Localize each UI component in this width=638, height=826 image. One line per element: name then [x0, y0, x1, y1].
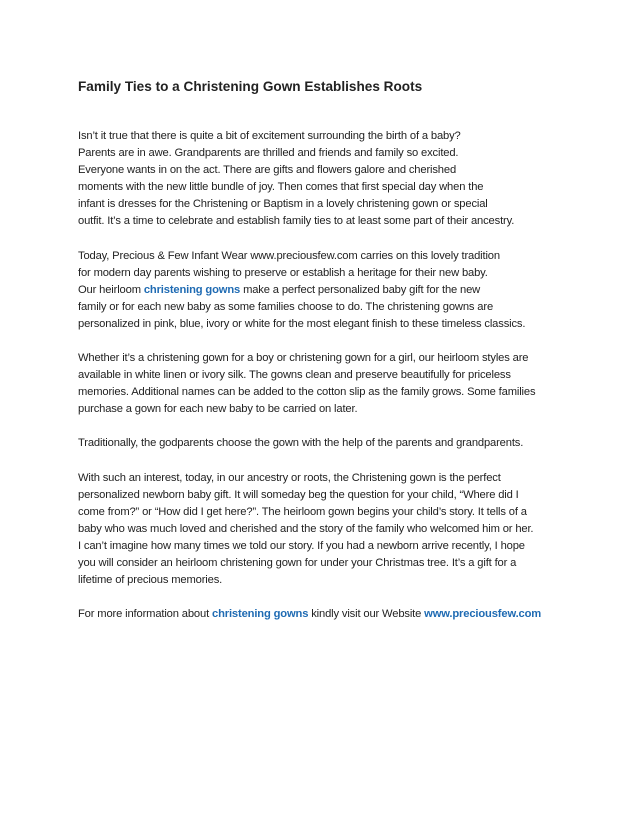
- text-line: With such an interest, today, in our ancestry or roots, the Christening gown is the perfect: [78, 471, 501, 484]
- paragraph-intro: [78, 128, 568, 231]
- text-line: Whether it’s a christening gown for a boy or christening gown for a girl, our heirloom styles are: [78, 352, 529, 365]
- christening-gowns-link[interactable]: christening gowns: [143, 283, 241, 296]
- text-line: infant is dresses for the Christening or Baptism in a lovely christening gown or special: [78, 198, 488, 211]
- text-line: personalized newborn baby gift. It will someday beg the question for your child, “Where did I: [78, 488, 519, 501]
- text-segment: For more information about: [78, 608, 212, 621]
- text-line: outfit. It’s a time to celebrate and establish family ties to at least some part of their ancestry.: [78, 215, 515, 228]
- text-line: purchase a gown for each new baby to be carried on later.: [78, 403, 358, 416]
- website-link[interactable]: www.preciousfew.com: [424, 608, 542, 621]
- text-line: Traditionally, the godparents choose the gown with the help of the parents and grandparents.: [78, 437, 524, 450]
- text-line: Everyone wants in on the act. There are gifts and flowers galore and cherished: [78, 164, 457, 177]
- text-line: memories. Additional names can be added to the cotton slip as the family grows. Some families: [78, 386, 536, 399]
- text-line-with-link: [78, 282, 568, 299]
- paragraph-styles: [78, 350, 568, 418]
- document-title: Family Ties to a Christening Gown Establishes Roots: [78, 79, 423, 94]
- text-line: for modern day parents wishing to preserve or establish a heritage for their new baby.: [78, 266, 488, 279]
- text-segment: kindly visit our Website: [308, 608, 425, 621]
- text-line-with-links: [78, 606, 568, 623]
- paragraph-more-info: [78, 606, 568, 623]
- text-line: baby who was much loved and cherished and the story of the family who welcomed him or her.: [78, 522, 534, 535]
- text-line: you will consider an heirloom christening gown for under your Christmas tree. It’s a gift for a: [78, 556, 517, 569]
- text-line: Parents are in awe. Grandparents are thrilled and friends and family so excited.: [78, 147, 459, 160]
- text-line: come from?” or “How did I get here?”. The heirloom gown begins your child’s story. It tells of a: [78, 505, 527, 518]
- text-line: personalized in pink, blue, ivory or white for the most elegant finish to these timeless classics.: [78, 317, 526, 330]
- paragraph-tradition: [78, 248, 568, 333]
- document-page: [78, 78, 568, 640]
- text-line: I can’t imagine how many times we told our story. If you had a newborn arrive recently, I hope: [78, 539, 525, 552]
- text-line: lifetime of precious memories.: [78, 574, 223, 587]
- paragraph-godparents: [78, 435, 568, 452]
- christening-gowns-link[interactable]: christening gowns: [212, 608, 309, 621]
- text-line: family or for each new baby as some families choose to do. The christening gowns are: [78, 300, 494, 313]
- text-line: Today, Precious & Few Infant Wear www.preciousfew.com carries on this lovely tradition: [78, 249, 500, 262]
- text-line: available in white linen or ivory silk. The gowns clean and preserve beautifully for priceless: [78, 369, 511, 382]
- text-line: Isn’t it true that there is quite a bit of excitement surrounding the birth of a baby?: [78, 130, 461, 142]
- text-line: moments with the new little bundle of joy. Then comes that first special day when the: [78, 181, 484, 194]
- text-segment: Our heirloom: [78, 283, 144, 296]
- text-segment: make a perfect personalized baby gift for the new: [240, 283, 481, 296]
- paragraph-ancestry: [78, 470, 568, 590]
